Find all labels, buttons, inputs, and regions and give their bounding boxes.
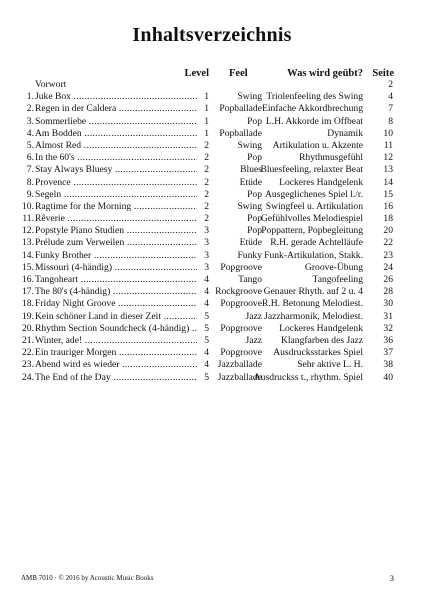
column-header-was-wird-geuebt: Was wird geübt? [287, 68, 363, 79]
entry-page: 15 [383, 188, 393, 200]
table-row [0, 103, 424, 115]
entry-title: Funky Brother ..... [35, 250, 197, 262]
entry-number: 15. [22, 261, 34, 273]
entry-number: 20. [22, 322, 34, 334]
entry-level: 5 [204, 322, 209, 334]
entry-feel: Popgroove [220, 322, 262, 334]
table-row [0, 225, 424, 237]
entry-title: Vorwort [35, 79, 67, 90]
entry-page: 36 [383, 334, 393, 346]
entry-feel: Pop [247, 152, 262, 164]
entry-skill: Swingfeel u. Artikulation [265, 200, 363, 212]
entry-title: Regen in der Caldera ..... [35, 103, 197, 115]
column-header-feel: Feel [229, 68, 248, 79]
entry-page: 32 [383, 322, 393, 334]
entry-level: 5 [204, 334, 209, 346]
entry-title: Friday Night Groove ..... [35, 298, 197, 310]
table-row [0, 237, 424, 249]
entry-feel: Pop [247, 213, 262, 225]
entry-number: 17. [22, 286, 34, 298]
table-row [0, 79, 424, 91]
entry-number: 23. [22, 359, 34, 371]
entry-skill: Ausdruckss t., rhythm. Spiel [253, 371, 363, 383]
table-of-contents [0, 79, 424, 384]
entry-number: 12. [22, 225, 34, 237]
table-row [0, 347, 424, 359]
entry-page: 38 [383, 359, 393, 371]
entry-title: Am Bodden ..... [35, 128, 197, 140]
entry-level: 4 [204, 286, 209, 298]
entry-feel: Pop [247, 225, 262, 237]
entry-title: Stay Always Bluesy ..... [35, 164, 197, 176]
entry-level: 1 [204, 127, 209, 139]
entry-level: 4 [204, 274, 209, 285]
table-row [0, 201, 424, 213]
table-row [0, 286, 424, 298]
footer-copyright: AMB 7010 · © 2016 by Acoustic Music Books [21, 574, 154, 582]
entry-skill: Gefühlvolles Melodiespiel [260, 213, 363, 225]
entry-skill: Lockeres Handgelenk [279, 176, 363, 188]
entry-skill: Jazzharmonik, Melodiest. [264, 310, 363, 322]
entry-number: 21. [22, 334, 34, 346]
entry-skill: Tangofeeling [312, 274, 363, 285]
entry-skill: Poppattern, Popbegleitung [261, 225, 363, 237]
table-row [0, 128, 424, 140]
entry-level: 4 [204, 347, 209, 359]
entry-feel: Etüde [239, 237, 262, 249]
entry-feel: Swing [237, 139, 262, 151]
page-title: Inhaltsverzeichnis [132, 24, 292, 46]
entry-feel: Funky [237, 249, 262, 261]
table-row [0, 213, 424, 225]
entry-level: 1 [204, 91, 209, 103]
table-row [0, 250, 424, 262]
entry-title: Rêverie ..... [35, 213, 197, 225]
entry-title: The 80's (4-händig) ..... [35, 286, 197, 298]
entry-title: Sommerliebe ..... [35, 116, 197, 128]
entry-feel: Popballade [219, 127, 262, 139]
table-row [0, 164, 424, 176]
column-header-level: Level [184, 68, 209, 79]
entry-level: 2 [204, 164, 209, 176]
entry-page: 14 [383, 176, 393, 188]
entry-number: 7. [26, 164, 34, 176]
entry-number: 4. [26, 127, 34, 139]
entry-level: 2 [204, 213, 209, 225]
entry-level: 5 [204, 310, 209, 322]
entry-page: 8 [388, 115, 393, 127]
entry-skill: Sehr aktive L. H. [297, 359, 363, 371]
entry-level: 3 [204, 261, 209, 273]
entry-feel: Swing [237, 200, 262, 212]
entry-page: 26 [383, 274, 393, 285]
entry-title: In the 60's ..... [35, 152, 197, 164]
entry-page: 2 [388, 79, 393, 90]
table-row [0, 274, 424, 286]
entry-feel: Swing [237, 91, 262, 103]
entry-skill: Rhythmusgefühl [299, 152, 363, 164]
entry-feel: Jazzballade [217, 359, 262, 371]
entry-title: Almost Red ..... [35, 140, 197, 152]
entry-title: Abend wird es wieder ..... [35, 359, 197, 371]
entry-skill: Dynamik [327, 127, 363, 139]
entry-feel: Popballade [219, 103, 262, 115]
entry-level: 3 [204, 237, 209, 249]
table-row [0, 372, 424, 384]
entry-title: Tangoheart ..... [35, 274, 197, 286]
table-row [0, 116, 424, 128]
entry-page: 13 [383, 164, 393, 176]
entry-number: 8. [26, 176, 34, 188]
entry-number: 14. [22, 249, 34, 261]
entry-level: 2 [204, 152, 209, 164]
entry-number: 9. [26, 188, 34, 200]
entry-page: 40 [383, 371, 393, 383]
entry-feel: Etüde [239, 176, 262, 188]
entry-page: 20 [383, 225, 393, 237]
entry-skill: Bluesfeeling, relaxter Beat [260, 164, 363, 176]
entry-skill: R.H. Betonung Melodiest. [262, 298, 363, 310]
entry-title: The End of the Day ..... [35, 372, 197, 384]
entry-number: 24. [22, 371, 34, 383]
entry-number: 13. [22, 237, 34, 249]
entry-page: 10 [383, 127, 393, 139]
entry-page: 22 [383, 237, 393, 249]
entry-number: 1. [26, 91, 34, 103]
entry-title: Juke Box ..... [35, 91, 197, 103]
entry-title: Ein trauriger Morgen ..... [35, 347, 197, 359]
entry-number: 18. [22, 298, 34, 310]
entry-number: 22. [22, 347, 34, 359]
entry-page: 24 [383, 261, 393, 273]
entry-feel: Jazz [245, 334, 262, 346]
entry-skill: Klangfarben des Jazz [280, 334, 363, 346]
table-row [0, 177, 424, 189]
entry-page: 37 [383, 347, 393, 359]
table-row [0, 189, 424, 201]
entry-feel: Pop [247, 188, 262, 200]
entry-level: 3 [204, 249, 209, 261]
entry-skill: Ausdrucksstarkes Spiel [273, 347, 363, 359]
entry-page: 31 [383, 310, 393, 322]
entry-feel: Popgroove [220, 298, 262, 310]
entry-number: 3. [26, 115, 34, 127]
entry-number: 2. [26, 103, 34, 115]
table-row [0, 311, 424, 323]
entry-skill: Funk-Artikulation, Stakk. [264, 249, 363, 261]
entry-feel: Jazz [245, 310, 262, 322]
entry-feel: Tango [238, 274, 262, 285]
entry-level: 2 [204, 139, 209, 151]
entry-skill: L.H. Akkorde im Offbeat [265, 115, 363, 127]
column-header-seite: Seite [372, 68, 394, 79]
entry-title: Provence ..... [35, 177, 197, 189]
entry-title: Segeln ..... [35, 189, 197, 201]
entry-page: 11 [383, 139, 393, 151]
page-number: 3 [389, 573, 394, 583]
entry-number: 16. [22, 274, 34, 285]
entry-title: Missouri (4-händig) ..... [35, 262, 197, 274]
entry-feel: Pop [247, 115, 262, 127]
entry-page: 7 [388, 103, 393, 115]
entry-title: Prélude zum Verweilen ..... [35, 237, 197, 249]
entry-title: Winter, ade! ..... [35, 335, 197, 347]
entry-title: Kein schöner Land in dieser Zeit ..... [35, 311, 197, 323]
entry-skill: Triolenfeeling des Swing [266, 91, 363, 103]
entry-level: 2 [204, 188, 209, 200]
table-row [0, 152, 424, 164]
entry-level: 4 [204, 298, 209, 310]
entry-title: Popstyle Piano Studien ..... [35, 225, 197, 237]
entry-page: 4 [388, 91, 393, 103]
entry-page: 28 [383, 286, 393, 298]
entry-page: 12 [383, 152, 393, 164]
entry-skill: Genauer Rhyth. auf 2 u. 4 [263, 286, 363, 298]
entry-feel: Popgroove [220, 261, 262, 273]
entry-skill: Ausgeglichenes Spiel l./r. [264, 188, 363, 200]
table-row [0, 359, 424, 371]
entry-page: 16 [383, 200, 393, 212]
entry-skill: Einfache Akkordbrechung [262, 103, 363, 115]
entry-feel: Jazzballade [217, 371, 262, 383]
entry-skill: Artikulation u. Akzente [272, 139, 363, 151]
table-row [0, 91, 424, 103]
entry-level: 1 [204, 103, 209, 115]
entry-skill: Lockeres Handgelenk [279, 322, 363, 334]
entry-number: 6. [26, 152, 34, 164]
entry-level: 4 [204, 359, 209, 371]
entry-number: 5. [26, 139, 34, 151]
entry-number: 10. [22, 200, 34, 212]
table-row [0, 335, 424, 347]
entry-title: Rhythm Section Soundcheck (4-händig) ..... [35, 323, 197, 335]
table-row [0, 140, 424, 152]
entry-number: 19. [22, 310, 34, 322]
entry-level: 1 [204, 115, 209, 127]
table-row [0, 298, 424, 310]
entry-skill: Groove-Übung [304, 261, 363, 273]
entry-level: 5 [204, 371, 209, 383]
entry-feel: Blues [240, 164, 262, 176]
entry-level: 2 [204, 176, 209, 188]
entry-feel: Popgroove [220, 347, 262, 359]
entry-level: 3 [204, 225, 209, 237]
entry-skill: R.H. gerade Achtelläufe [270, 237, 363, 249]
table-row [0, 262, 424, 274]
entry-level: 2 [204, 200, 209, 212]
entry-page: 18 [383, 213, 393, 225]
entry-page: 23 [383, 249, 393, 261]
entry-title: Ragtime for the Morning ..... [35, 201, 197, 213]
table-row [0, 323, 424, 335]
entry-feel: Rockgroove [215, 286, 262, 298]
entry-page: 30 [383, 298, 393, 310]
entry-number: 11. [22, 213, 34, 225]
